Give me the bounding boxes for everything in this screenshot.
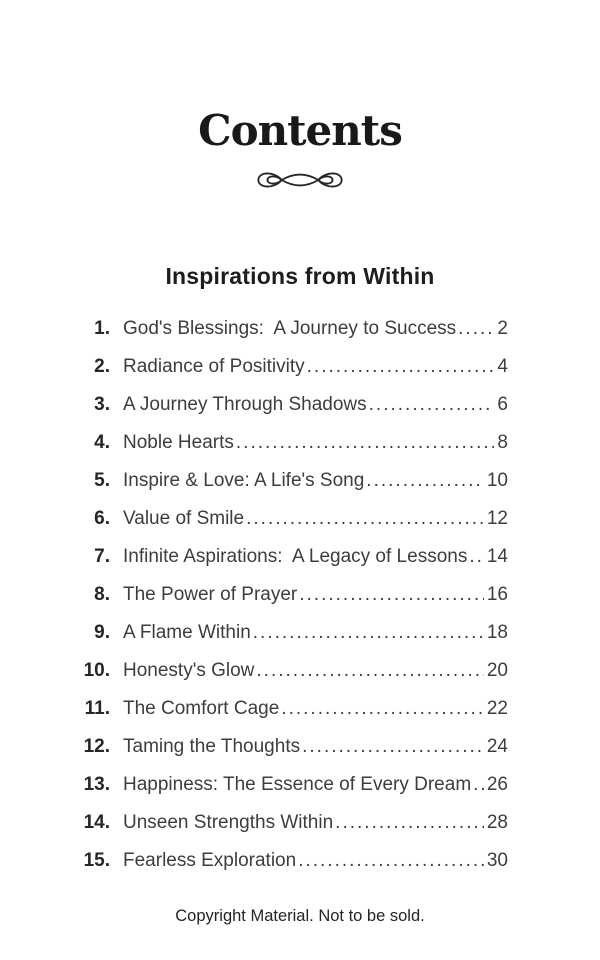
page-title: Contents	[198, 106, 402, 155]
toc-dot-leader	[298, 850, 484, 872]
toc-row	[62, 508, 508, 530]
toc-page-number: 6	[497, 394, 508, 415]
toc-entry-title: Taming the Thoughts	[123, 736, 301, 757]
toc-page-number: 26	[486, 774, 508, 795]
toc-entry-title: Fearless Exploration	[123, 850, 297, 871]
toc-page-number: 16	[486, 584, 508, 605]
toc-entry-number: 4.	[94, 432, 110, 453]
toc-dot-leader	[281, 698, 484, 720]
copyright-notice: Copyright Material. Not to be sold.	[175, 907, 425, 925]
toc-entry-title: Value of Smile	[123, 508, 245, 529]
toc-entry-title: Radiance of Positivity	[123, 356, 305, 377]
toc-entry-title: Honesty's Glow	[123, 660, 255, 681]
toc-row	[62, 432, 508, 454]
toc-page-number: 24	[486, 736, 508, 757]
toc-row	[62, 584, 508, 606]
toc-page-number: 8	[497, 432, 508, 453]
toc-page-number: 2	[497, 318, 508, 339]
toc-dot-leader	[246, 508, 484, 530]
toc-row	[62, 774, 508, 796]
toc-entry-number: 5.	[94, 470, 110, 491]
toc-row	[62, 698, 508, 720]
toc-dot-leader	[253, 622, 484, 644]
toc-dot-leader	[366, 470, 484, 492]
toc-entry-number: 8.	[94, 584, 110, 605]
toc-entry-number: 6.	[94, 508, 110, 529]
toc-dot-leader	[335, 812, 484, 834]
toc-row	[62, 850, 508, 872]
toc-row	[62, 660, 508, 682]
toc-row	[62, 394, 508, 416]
toc-dot-leader	[473, 774, 484, 796]
toc-page-number: 10	[486, 470, 508, 491]
toc-entry-number: 9.	[94, 622, 110, 643]
toc-page-number: 14	[486, 546, 508, 567]
toc-entry-number: 11.	[84, 698, 110, 719]
toc-entry-number: 1.	[94, 318, 110, 339]
toc-entry-number: 7.	[94, 546, 110, 567]
section-heading: Inspirations from Within	[165, 263, 435, 289]
toc-dot-leader	[369, 394, 495, 416]
toc-entry-title: Unseen Strengths Within	[123, 812, 334, 833]
toc-entry-number: 2.	[94, 356, 110, 377]
toc-dot-leader	[458, 318, 494, 340]
toc-row	[62, 622, 508, 644]
toc-page-number: 12	[486, 508, 508, 529]
toc-row	[62, 318, 508, 340]
toc-page-number: 30	[486, 850, 508, 871]
toc-dot-leader	[256, 660, 483, 682]
toc-row	[62, 546, 508, 568]
toc-entry-title: Noble Hearts	[123, 432, 234, 453]
toc-dot-leader	[299, 584, 484, 606]
toc-page-number: 4	[497, 356, 508, 377]
toc-entry-number: 3.	[94, 394, 110, 415]
toc-dot-leader	[302, 736, 484, 758]
toc-entry-title: The Comfort Cage	[123, 698, 280, 719]
toc-page-number: 20	[486, 660, 508, 681]
toc-row	[62, 356, 508, 378]
toc-entry-title: A Flame Within	[123, 622, 251, 643]
toc-list	[62, 318, 508, 872]
toc-page-number: 22	[486, 698, 508, 719]
toc-page-number: 28	[486, 812, 508, 833]
toc-entry-number: 10.	[83, 660, 110, 681]
toc-entry-title: Infinite Aspirations: A Legacy of Lessons	[123, 546, 468, 567]
toc-entry-title: Happiness: The Essence of Every Dream	[123, 774, 472, 795]
toc-row	[62, 470, 508, 492]
flourish-divider-icon	[0, 165, 600, 199]
toc-row	[62, 812, 508, 834]
toc-entry-title: God's Blessings: A Journey to Success	[123, 318, 457, 339]
toc-dot-leader	[307, 356, 495, 378]
toc-entry-title: Inspire & Love: A Life's Song	[123, 470, 365, 491]
toc-entry-number: 12.	[83, 736, 110, 757]
toc-entry-number: 14.	[83, 812, 110, 833]
toc-entry-title: A Journey Through Shadows	[123, 394, 367, 415]
toc-dot-leader	[469, 546, 484, 568]
toc-entry-title: The Power of Prayer	[123, 584, 298, 605]
toc-page-number: 18	[486, 622, 508, 643]
toc-dot-leader	[236, 432, 495, 454]
toc-entry-number: 13.	[83, 774, 110, 795]
toc-entry-number: 15.	[83, 850, 110, 871]
toc-row	[62, 736, 508, 758]
